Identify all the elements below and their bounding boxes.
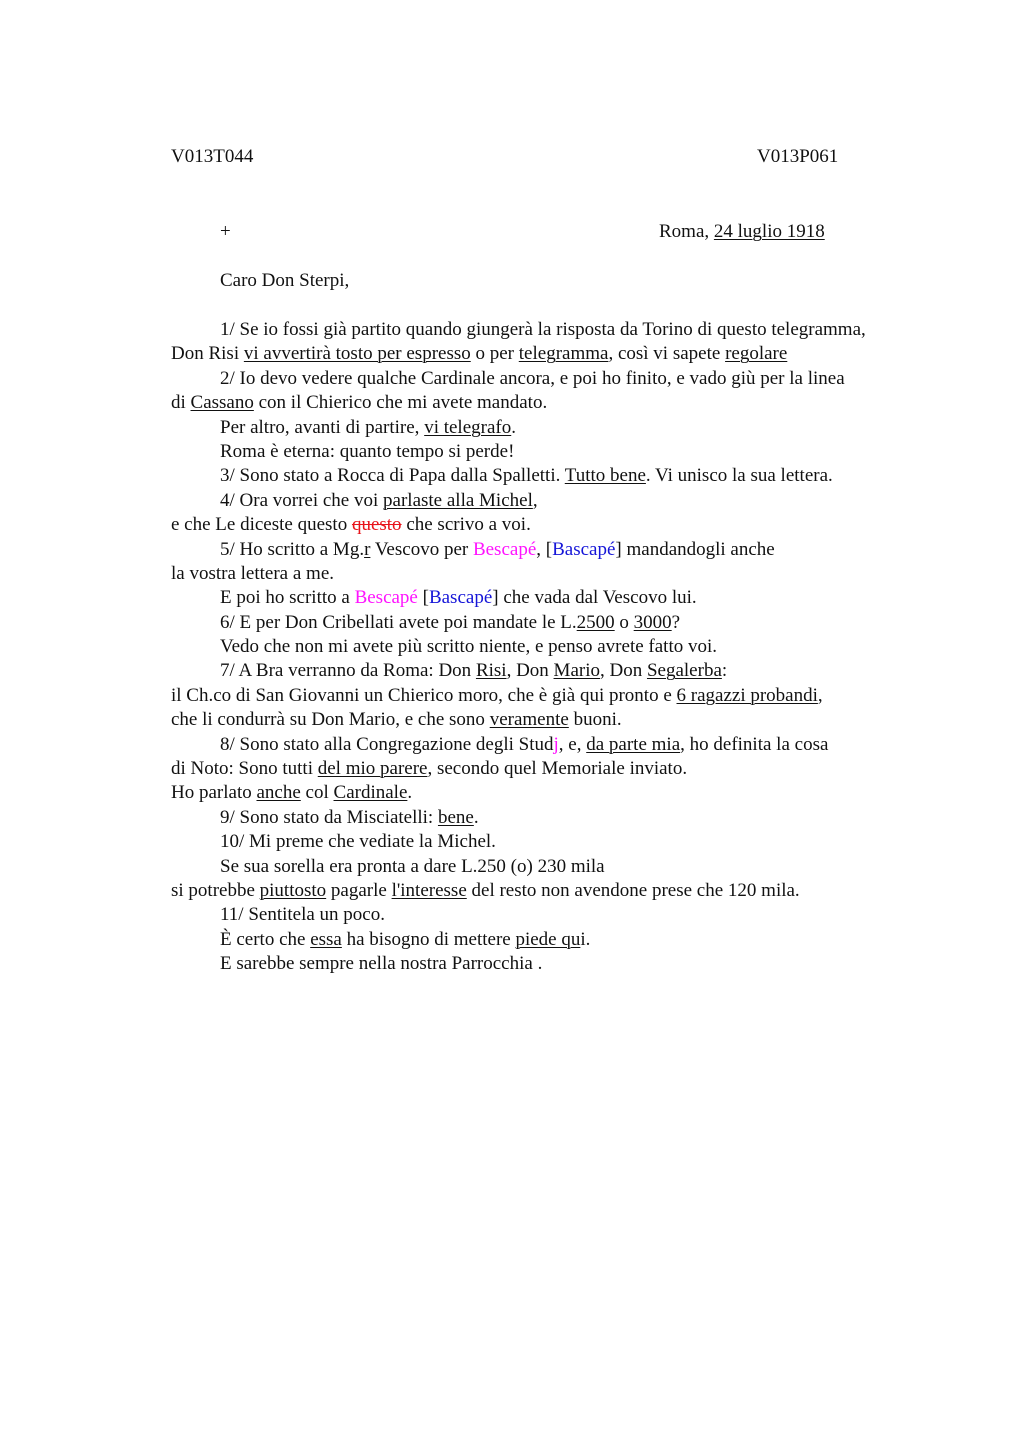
letter-line: [171, 659, 971, 683]
letter-line: [171, 416, 971, 440]
line-text: la vostra lettera a me.: [171, 562, 335, 584]
underlined-text: Tutto bene: [564, 465, 646, 487]
line-text: e che Le diceste questo: [171, 514, 352, 536]
place: Roma,: [659, 221, 714, 242]
letter-line: [171, 952, 971, 976]
line-text: , secondo quel Memoriale inviato.: [427, 758, 688, 780]
underlined-text: da parte mia: [586, 733, 681, 755]
line-text: 4/ Ora vorrei che voi: [220, 489, 384, 511]
letter-line: [171, 538, 971, 562]
line-text: si potrebbe: [171, 879, 260, 901]
letter-line: [171, 928, 971, 952]
line-text: 11/ Sentitela un poco.: [220, 904, 385, 926]
underlined-text: 6 ragazzi probandi: [676, 684, 818, 706]
underlined-text: piuttosto: [259, 879, 327, 901]
line-text: .: [511, 416, 516, 438]
underlined-text: Mario: [553, 660, 600, 682]
letter-line: [171, 318, 971, 342]
line-text: di Noto: Sono tutti: [171, 758, 318, 780]
line-text: 3/ Sono stato a Rocca di Papa dalla Spalletti.: [220, 465, 565, 487]
line-text: 2/ Io devo vedere qualche Cardinale ancora, e poi ho finito, e vado giù per la linea: [220, 367, 845, 389]
line-text: , così vi sapete: [608, 343, 726, 365]
line-text: ] che vada dal Vescovo lui.: [492, 587, 697, 609]
letter-line: [171, 855, 971, 879]
letter-body: [171, 318, 971, 977]
letter-line: [171, 733, 971, 757]
line-text: È certo che: [220, 928, 311, 950]
underlined-text: regolare: [725, 343, 788, 365]
letter-line: [171, 635, 971, 659]
letter-line: [171, 757, 971, 781]
deleted-text: questo: [351, 514, 402, 536]
line-text: o per: [470, 343, 519, 365]
line-text: .: [473, 806, 479, 828]
line-text: o: [614, 611, 634, 633]
letter-line: [171, 562, 971, 586]
letter-line: [171, 342, 971, 366]
letter-line: [171, 513, 971, 537]
letter-line: [171, 684, 971, 708]
line-text: col: [300, 782, 334, 804]
line-text: ,: [532, 489, 538, 511]
line-text: Ho parlato: [171, 782, 257, 804]
underlined-text: l'interesse: [391, 879, 467, 901]
underlined-text: r: [364, 538, 371, 560]
letter-line: [171, 806, 971, 830]
underlined-text: vi telegrafo: [424, 416, 512, 438]
line-text: 7/ A Bra verranno da Roma: Don: [220, 660, 476, 682]
line-text: il Ch.co di San Giovanni un Chierico moro, che è già qui pronto e: [171, 684, 677, 706]
line-text: del resto non avendone prese che 120 mila.: [466, 879, 800, 901]
underlined-text: essa: [310, 928, 342, 950]
line-text: ha bisogno di mettere: [341, 928, 516, 950]
underlined-text: Cardinale: [333, 782, 408, 804]
original-spelling: j: [553, 733, 559, 755]
underlined-text: anche: [256, 782, 301, 804]
letter-line: [171, 391, 971, 415]
underlined-text: Risi: [475, 660, 507, 682]
line-text: con il Chierico che mi avete mandato.: [253, 392, 548, 414]
line-text: buoni.: [568, 709, 622, 731]
line-text: i.: [580, 928, 591, 950]
date: 24 luglio 1918: [713, 221, 825, 242]
line-text: 9/ Sono stato da Misciatelli:: [220, 806, 438, 828]
line-text: di: [171, 392, 191, 414]
underlined-text: del mio parere: [317, 758, 428, 780]
line-text: Se sua sorella era pronta a dare L.250 (o) 230 mila: [220, 855, 605, 877]
line-text: Roma è eterna: quanto tempo si perde!: [220, 440, 515, 462]
line-text: Don Risi: [171, 343, 244, 365]
underlined-text: Cassano: [190, 392, 254, 414]
line-text: :: [721, 660, 728, 682]
letter-line: [171, 367, 971, 391]
underlined-text: telegramma: [518, 343, 609, 365]
underlined-text: piede qu: [515, 928, 581, 950]
underlined-text: parlaste alla Michel: [383, 489, 533, 511]
line-text: E poi ho scritto a: [220, 587, 355, 609]
line-text: pagarle: [326, 879, 392, 901]
line-text: 8/ Sono stato alla Congregazione degli Stud: [220, 733, 554, 755]
underlined-text: bene: [437, 806, 474, 828]
archive-reference-right: V013P061: [757, 146, 839, 167]
letter-line: [171, 879, 971, 903]
line-text: che scrivo a voi.: [401, 514, 531, 536]
letter-line: [171, 489, 971, 513]
line-text: E sarebbe sempre nella nostra Parrocchia .: [220, 953, 543, 975]
underlined-text: vi avvertirà tosto per espresso: [243, 343, 471, 365]
line-text: , Don: [506, 660, 554, 682]
salutation: Caro Don Sterpi,: [220, 270, 350, 291]
line-text: , ho definita la cosa: [680, 733, 829, 755]
letter-line: [171, 464, 971, 488]
underlined-text: veramente: [489, 709, 569, 731]
letter-line: [171, 903, 971, 927]
line-text: [: [417, 587, 429, 609]
letter-line: [171, 781, 971, 805]
letter-line: [171, 611, 971, 635]
underlined-text: 3000: [633, 611, 672, 633]
line-text: Vedo che non mi avete più scritto niente, e penso avrete fatto voi.: [220, 636, 718, 658]
line-text: , Don: [599, 660, 647, 682]
original-spelling: Bescapé: [354, 587, 418, 609]
line-text: ] mandandogli anche: [615, 538, 775, 560]
editor-correction: Bascapé: [428, 587, 493, 609]
line-text: . Vi unisco la sua lettera.: [645, 465, 833, 487]
archive-reference-left: V013T044: [171, 146, 254, 167]
letter-line: [171, 586, 971, 610]
line-text: Per altro, avanti di partire,: [220, 416, 425, 438]
line-text: 1/ Se io fossi già partito quando giungerà la risposta da Torino di questo telegramma,: [220, 319, 866, 340]
line-text: ?: [671, 611, 681, 633]
place-date: [659, 221, 825, 243]
line-text: 6/ E per Don Cribellati avete poi mandate le L.: [220, 611, 577, 633]
line-text: ,: [817, 684, 823, 706]
line-text: 5/ Ho scritto a Mg.: [220, 538, 365, 560]
letter-line: [171, 440, 971, 464]
letter-line: [171, 830, 971, 854]
line-text: .: [407, 782, 413, 804]
cross-mark: +: [220, 221, 231, 242]
editor-correction: Bascapé: [552, 538, 616, 560]
letter-line: [171, 708, 971, 732]
line-text: , [: [536, 538, 553, 560]
line-text: 10/ Mi preme che vediate la Michel.: [220, 831, 496, 853]
underlined-text: 2500: [576, 611, 615, 633]
original-spelling: Bescapé: [472, 538, 537, 560]
underlined-text: Segalerba: [646, 660, 722, 682]
line-text: che li condurrà su Don Mario, e che sono: [171, 709, 490, 731]
line-text: , e,: [558, 733, 587, 755]
line-text: Vescovo per: [370, 538, 473, 560]
